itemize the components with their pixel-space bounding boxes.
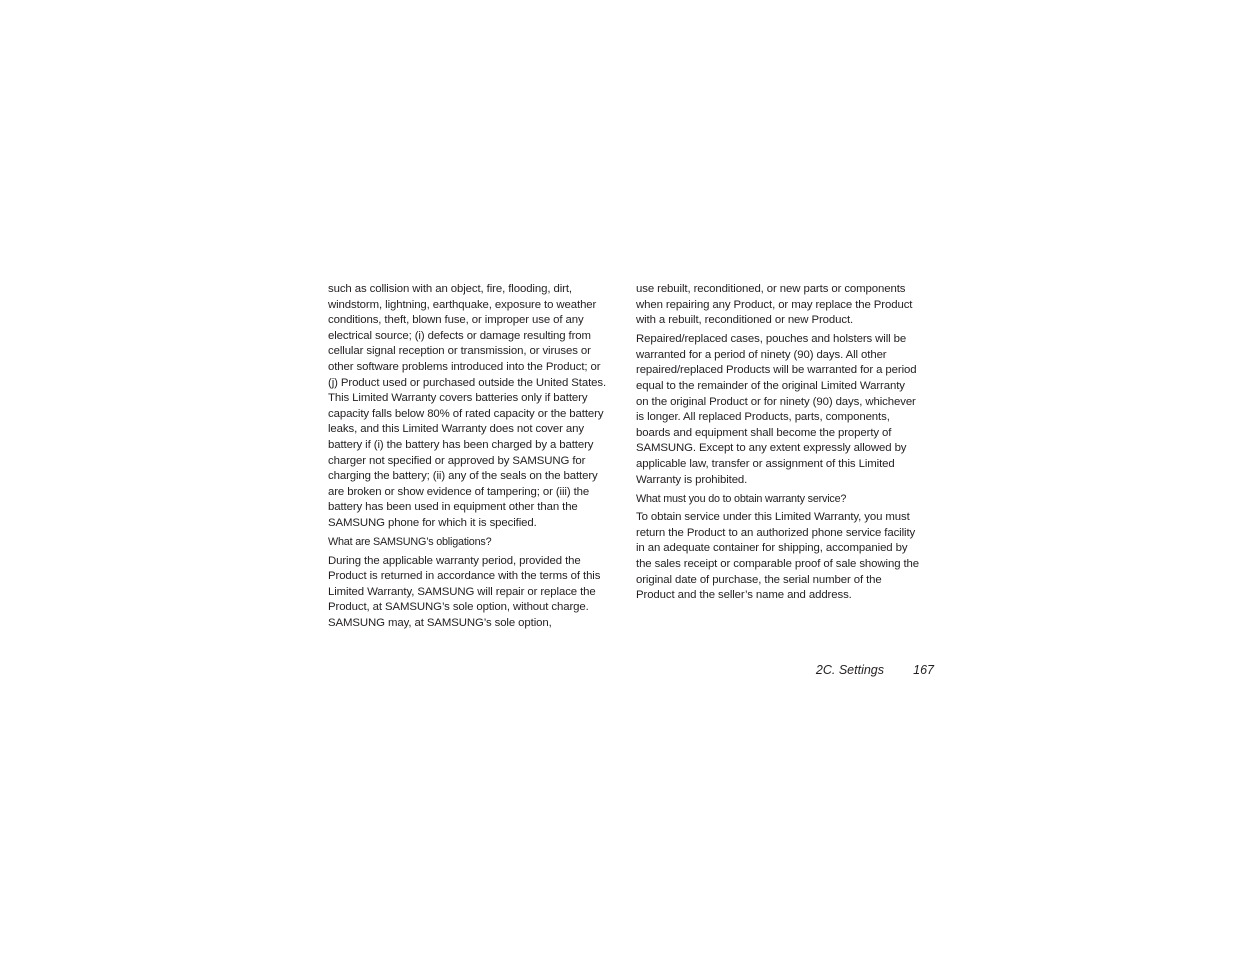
section-heading: What are SAMSUNG’s obligations?: [328, 536, 492, 548]
right-column: [636, 282, 920, 607]
body-paragraph: During the applicable warranty period, provided the Product is returned in accordance with the terms of this Limited Warranty, SAMSUNG will repair or replace the Product, at SAMSUNG’s sole option, without charge. SAMSUNG may, at SAMSUNG’s sole option,: [328, 554, 601, 629]
body-paragraph: To obtain service under this Limited Warranty, you must return the Product to an authorized phone service facility in an adequate container for shipping, accompanied by the sales receipt or comparable proof of sale showing the original date of purchase, the serial number of the Product and the seller’s name and address.: [636, 511, 920, 602]
section-heading: What must you do to obtain warranty service?: [636, 492, 847, 505]
body-paragraph: use rebuilt, reconditioned, or new parts or components when repairing any Product, or may replace the Product with a rebuilt, reconditioned or new Product.: [636, 283, 913, 327]
page-number: 167: [913, 663, 934, 677]
body-paragraph: Repaired/replaced cases, pouches and holsters will be warranted for a period of ninety (90) days. All other repaired/replaced Products will be warranted for a period equal to the remainder of the original Limited Warranty on the original Product or for ninety (90) days, whichever is longer. All replaced Products, parts, components, boards and equipment shall become the property of SAMSUNG. Except to any extent expressly allowed by applicable law, transfer or assignment of this Limited Warranty is prohibited.: [636, 333, 917, 486]
left-column: [328, 282, 612, 635]
body-paragraph: such as collision with an object, fire, flooding, dirt, windstorm, lightning, earthquake, exposure to weather conditions, theft, blown fuse, or improper use of any electrical source; (i) defects or damage resulting from cellular signal reception or transmission, or viruses or other software problems introduced into the Product; or (j) Product used or purchased outside the United States. This Limited Warranty covers batteries only if battery capacity falls below 80% of rated capacity or the battery leaks, and this Limited Warranty does not cover any battery if (i) the battery has been charged by a battery charger not specified or approved by SAMSUNG for charging the battery; (ii) any of the seals on the battery are broken or show evidence of tampering; or (iii) the battery has been used in equipment other than the SAMSUNG phone for which it is specified.: [328, 283, 607, 529]
footer-section-title: 2C. Settings: [815, 663, 884, 677]
